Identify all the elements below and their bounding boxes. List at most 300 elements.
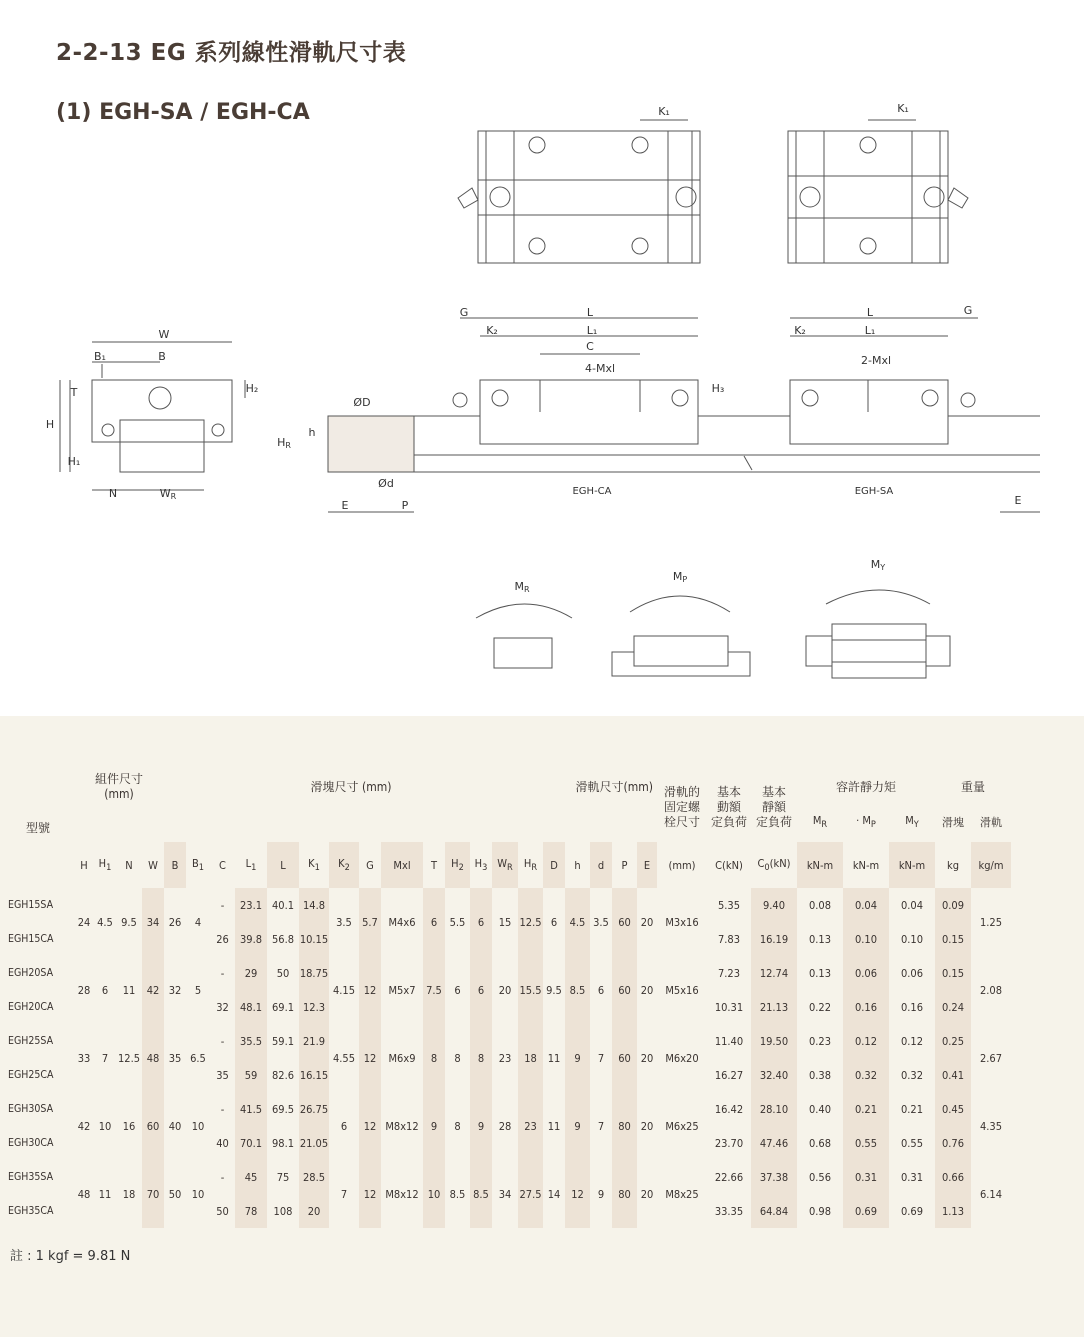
table-cell: 70.1 — [235, 1126, 267, 1160]
table-row — [6, 1024, 1011, 1058]
model-cell: EGH30SA — [8, 1103, 54, 1115]
table-cell: 8 — [470, 1024, 492, 1092]
table-cell: 19.50 — [751, 1024, 797, 1058]
table-cell: 15 — [498, 915, 512, 929]
table-cell: 0.04 — [843, 888, 889, 922]
table-cell: 48 — [142, 1024, 164, 1092]
svg-text:P: P — [401, 499, 409, 512]
table-cell: 10 — [98, 1119, 112, 1133]
table-cell: M6x9 — [388, 1051, 416, 1065]
svg-text:MY: MY — [870, 558, 886, 572]
table-cell: 28.5 — [299, 1160, 329, 1194]
table-cell: 0.98 — [808, 1204, 832, 1218]
weight-group-header: 重量 — [960, 779, 985, 794]
svg-text:4-Mxl: 4-Mxl — [584, 362, 616, 375]
table-cell: 18 — [518, 1024, 543, 1092]
moment-mp-label: · $M_P$ — [856, 813, 876, 831]
table-cell: 8.5 — [449, 1187, 466, 1201]
section-title: (1) EGH-SA / EGH-CA — [56, 100, 310, 125]
column-header: $W_R$ — [492, 842, 518, 888]
column-header: L — [267, 842, 299, 888]
column-header: $K_1$ — [308, 856, 320, 874]
table-cell: 0.22 — [808, 1000, 832, 1014]
table-cell: 22.66 — [714, 1170, 744, 1184]
table-cell: 4.5 — [97, 915, 113, 929]
svg-text:Ød: Ød — [378, 477, 394, 490]
table-cell: 0.12 — [900, 1034, 924, 1048]
table-cell: 11 — [122, 983, 136, 997]
table-cell: 5.35 — [717, 898, 741, 912]
table-cell: 4.35 — [979, 1119, 1003, 1133]
table-cell: M4x6 — [388, 915, 416, 929]
svg-text:EGH-SA: EGH-SA — [854, 486, 894, 497]
column-header: kN-m — [889, 842, 935, 888]
svg-text:L: L — [586, 306, 594, 319]
table-cell: 40 — [216, 1136, 229, 1150]
table-cell: 20 — [640, 915, 654, 929]
svg-text:B: B — [158, 350, 166, 363]
table-cell: 0.16 — [843, 990, 889, 1024]
table-cell: 0.55 — [843, 1126, 889, 1160]
table-cell: 7 — [597, 1051, 605, 1065]
table-cell: 12 — [565, 1160, 590, 1228]
column-header: B — [164, 842, 186, 888]
table-cell: 20 — [640, 1187, 654, 1201]
column-header: d — [590, 842, 612, 888]
column-header: $K_2$ — [329, 842, 359, 888]
svg-text:WR: WR — [159, 487, 177, 501]
table-cell: 23.1 — [235, 888, 267, 922]
column-header: H — [80, 858, 88, 872]
table-cell: 20 — [640, 1051, 654, 1065]
table-cell: 2.67 — [979, 1051, 1003, 1065]
table-cell: 6 — [470, 956, 492, 1024]
table-cell: - — [220, 1102, 225, 1116]
svg-text:K₁: K₁ — [897, 102, 909, 115]
table-cell: 5.5 — [449, 915, 466, 929]
svg-text:H: H — [45, 418, 55, 431]
table-cell: 10.31 — [714, 1000, 744, 1014]
table-cell: 11 — [547, 1119, 561, 1133]
block-group-header: 滑塊尺寸 (mm) — [310, 779, 392, 794]
table-cell: 35 — [168, 1051, 182, 1065]
table-cell: 1.13 — [935, 1194, 971, 1228]
table-cell: 69.5 — [271, 1102, 295, 1116]
column-header: W — [148, 858, 158, 872]
table-cell: M8x12 — [385, 1119, 419, 1133]
model-cell: EGH25CA — [8, 1069, 54, 1081]
table-cell: 21.13 — [751, 990, 797, 1024]
table-cell: 0.21 — [900, 1102, 924, 1116]
table-cell: 47.46 — [751, 1126, 797, 1160]
table-cell: 50 — [216, 1204, 229, 1218]
table-cell: 34 — [142, 888, 164, 956]
table-cell: 56.8 — [271, 932, 295, 946]
table-cell: 11 — [547, 1051, 561, 1065]
table-cell: 48.1 — [235, 990, 267, 1024]
table-cell: 4.5 — [565, 888, 590, 956]
table-cell: 28.10 — [751, 1092, 797, 1126]
table-cell: 9.5 — [121, 915, 137, 929]
table-cell: 0.15 — [935, 956, 971, 990]
table-cell: 0.08 — [808, 898, 832, 912]
table-cell: 70 — [142, 1160, 164, 1228]
table-cell: 10 — [423, 1160, 445, 1228]
spec-table — [6, 772, 1011, 1228]
table-cell: 4.15 — [332, 983, 356, 997]
table-cell: 12.3 — [299, 990, 329, 1024]
table-cell: M5x7 — [388, 983, 416, 997]
table-cell: - — [220, 1170, 225, 1184]
table-cell: 7 — [101, 1051, 109, 1065]
svg-text:H₁: H₁ — [67, 455, 81, 468]
table-cell: 8 — [454, 1119, 461, 1133]
table-cell: 14.8 — [299, 888, 329, 922]
front-view — [60, 342, 245, 490]
table-cell: 16.19 — [751, 922, 797, 956]
moment-my-label: $M_Y$ — [905, 813, 919, 831]
table-cell: 4 — [194, 915, 202, 929]
table-cell: 6 — [101, 983, 109, 997]
table-row — [6, 1160, 1011, 1194]
table-cell: 41.5 — [235, 1092, 267, 1126]
table-cell: 20 — [640, 1119, 654, 1133]
table-cell: 28 — [498, 1119, 512, 1133]
table-cell: 98.1 — [271, 1136, 295, 1150]
table-cell: 9 — [470, 1092, 492, 1160]
column-header: N — [125, 858, 133, 872]
svg-text:H₃: H₃ — [711, 382, 725, 395]
weight-block-label: 滑塊 — [942, 816, 964, 829]
top-view-ca — [458, 120, 700, 263]
table-cell: 15.5 — [518, 956, 543, 1024]
table-cell: 18 — [122, 1187, 136, 1201]
table-cell: 0.68 — [808, 1136, 832, 1150]
table-cell: 60 — [142, 1092, 164, 1160]
column-header: (mm) — [668, 858, 696, 872]
model-cell: EGH25SA — [8, 1035, 54, 1047]
table-cell: 9.40 — [751, 888, 797, 922]
table-cell: 0.09 — [935, 888, 971, 922]
static-load-header: 基本 靜額 定負荷 — [755, 784, 792, 829]
svg-text:K₂: K₂ — [794, 324, 806, 337]
table-cell: - — [220, 1034, 225, 1048]
table-cell: 35 — [216, 1068, 229, 1082]
svg-text:2-Mxl: 2-Mxl — [860, 354, 892, 367]
table-cell: 75 — [276, 1170, 290, 1184]
table-cell: 35.5 — [235, 1024, 267, 1058]
assembly-group-header: 組件尺寸 (mm) — [94, 772, 143, 801]
svg-text:h: h — [308, 426, 316, 439]
svg-text:T: T — [70, 386, 78, 399]
table-cell: 50 — [276, 966, 290, 980]
svg-text:L: L — [866, 306, 874, 319]
svg-text:G: G — [963, 304, 973, 317]
table-cell: M8x12 — [385, 1187, 419, 1201]
table-cell: 10 — [191, 1187, 205, 1201]
table-cell: 60 — [612, 1024, 637, 1092]
table-cell: 40.1 — [271, 898, 295, 912]
table-cell: 8.5 — [565, 956, 590, 1024]
table-cell: 80 — [612, 1160, 637, 1228]
table-cell: 0.12 — [843, 1024, 889, 1058]
table-cell: 26 — [168, 915, 182, 929]
table-cell: 29 — [235, 956, 267, 990]
footnote: 註 : 1 kgf = 9.81 N — [10, 1249, 131, 1264]
svg-text:W: W — [158, 328, 170, 341]
svg-text:E: E — [1014, 494, 1022, 507]
moment-mr-label: $M_R$ — [812, 813, 828, 831]
table-cell: 0.25 — [935, 1024, 971, 1058]
table-cell: 0.41 — [935, 1058, 971, 1092]
table-cell: 11.40 — [714, 1034, 744, 1048]
table-cell: 11 — [98, 1187, 112, 1201]
table-cell: 32.40 — [751, 1058, 797, 1092]
table-cell: 59 — [235, 1058, 267, 1092]
svg-text:E: E — [341, 499, 349, 512]
table-cell: 6 — [597, 983, 605, 997]
top-view-sa — [788, 120, 968, 263]
table-cell: 34 — [498, 1187, 512, 1201]
table-cell: 6 — [454, 983, 461, 997]
table-cell: 33.35 — [714, 1204, 744, 1218]
table-cell: 0.69 — [900, 1204, 924, 1218]
table-cell: 9 — [423, 1092, 445, 1160]
table-cell: 37.38 — [751, 1160, 797, 1194]
table-cell: 8 — [423, 1024, 445, 1092]
table-cell: 33 — [77, 1051, 91, 1065]
table-cell: 0.24 — [935, 990, 971, 1024]
column-header: P — [621, 858, 628, 872]
rail-group-header: 滑軌尺寸(mm) — [575, 779, 653, 794]
table-cell: 60 — [612, 956, 637, 1024]
table-cell: M6x20 — [665, 1051, 699, 1065]
table-cell: 0.13 — [808, 966, 832, 980]
table-cell: 108 — [273, 1204, 293, 1218]
table-cell: 20 — [299, 1194, 329, 1228]
table-cell: 0.31 — [900, 1170, 924, 1184]
table-cell: 0.45 — [935, 1092, 971, 1126]
table-cell: 4.55 — [332, 1051, 356, 1065]
table-cell: 0.32 — [900, 1068, 924, 1082]
table-cell: 0.76 — [935, 1126, 971, 1160]
svg-text:EGH-CA: EGH-CA — [572, 486, 612, 497]
table-cell: 0.38 — [808, 1068, 832, 1082]
table-cell: 10.15 — [299, 922, 329, 956]
model-cell: EGH15SA — [8, 899, 54, 911]
table-cell: 27.5 — [518, 1160, 543, 1228]
table-cell: 69.1 — [271, 1000, 295, 1014]
svg-text:HR: HR — [277, 436, 291, 450]
svg-text:K₂: K₂ — [486, 324, 498, 337]
table-cell: 7 — [597, 1119, 605, 1133]
svg-text:K₁: K₁ — [658, 105, 670, 118]
table-cell: 28 — [77, 983, 91, 997]
table-cell: 23 — [518, 1092, 543, 1160]
table-cell: 0.31 — [843, 1160, 889, 1194]
column-header: $L_1$ — [245, 856, 257, 874]
table-cell: 6 — [550, 915, 558, 929]
table-cell: 24 — [77, 915, 91, 929]
table-cell: 12.74 — [751, 956, 797, 990]
column-header: kg/m — [971, 842, 1011, 888]
table-cell: 64.84 — [751, 1194, 797, 1228]
table-cell: 9 — [565, 1024, 590, 1092]
svg-text:L₁: L₁ — [864, 324, 876, 337]
table-cell: 23.70 — [714, 1136, 744, 1150]
side-view — [328, 318, 1040, 512]
table-cell: 9 — [565, 1092, 590, 1160]
table-cell: 21.05 — [299, 1126, 329, 1160]
table-cell: 6.5 — [190, 1051, 206, 1065]
table-cell: 0.56 — [808, 1170, 832, 1184]
table-cell: 9.5 — [546, 983, 562, 997]
column-header: kN-m — [797, 842, 843, 888]
table-cell: 0.40 — [808, 1102, 832, 1116]
svg-text:L₁: L₁ — [586, 324, 598, 337]
table-cell: 42 — [142, 956, 164, 1024]
table-cell: M6x25 — [665, 1119, 699, 1133]
table-cell: 3.5 — [336, 915, 352, 929]
table-cell: 20 — [640, 983, 654, 997]
column-header: G — [366, 858, 374, 872]
column-header: $H_3$ — [474, 856, 488, 874]
table-row — [6, 888, 1011, 922]
table-cell: 6 — [423, 888, 445, 956]
table-cell: 23 — [498, 1051, 512, 1065]
model-cell: EGH20SA — [8, 967, 54, 979]
table-cell: 0.55 — [900, 1136, 924, 1150]
table-cell: 0.16 — [900, 1000, 924, 1014]
table-cell: 78 — [235, 1194, 267, 1228]
column-header: D — [543, 842, 565, 888]
table-cell: 40 — [168, 1119, 182, 1133]
table-cell: 39.8 — [235, 922, 267, 956]
table-cell: 6.14 — [979, 1187, 1003, 1201]
table-cell: 7 — [340, 1187, 348, 1201]
table-cell: 0.23 — [808, 1034, 832, 1048]
table-cell: 0.66 — [935, 1160, 971, 1194]
column-header: C(kN) — [715, 858, 743, 872]
table-cell: 0.32 — [843, 1058, 889, 1092]
table-cell: 2.08 — [979, 983, 1003, 997]
column-header: kN-m — [852, 858, 880, 872]
table-cell: 10 — [191, 1119, 205, 1133]
table-cell: 0.06 — [843, 956, 889, 990]
table-cell: 5 — [194, 983, 202, 997]
moment-group-header: 容許靜力矩 — [835, 779, 896, 794]
table-cell: 8.5 — [470, 1160, 492, 1228]
column-header: kg — [946, 858, 959, 872]
table-cell: 20 — [498, 983, 512, 997]
svg-text:ØD: ØD — [353, 396, 371, 409]
column-header: C — [219, 858, 226, 872]
table-cell: 45 — [235, 1160, 267, 1194]
table-cell: 0.10 — [843, 922, 889, 956]
table-cell: 12 — [359, 956, 381, 1024]
svg-text:MP: MP — [672, 570, 688, 584]
svg-text:N: N — [108, 487, 118, 500]
model-cell: EGH35CA — [8, 1205, 54, 1217]
column-header: h — [574, 858, 581, 872]
model-header: 型號 — [26, 821, 51, 835]
svg-text:C: C — [586, 340, 594, 353]
table-row — [6, 956, 1011, 990]
table-cell: 8 — [454, 1051, 461, 1065]
table-cell: 60 — [612, 888, 637, 956]
svg-text:H₂: H₂ — [245, 382, 259, 395]
column-header: $H_2$ — [445, 842, 470, 888]
table-cell: 12.5 — [117, 1051, 141, 1065]
table-cell: 0.15 — [935, 922, 971, 956]
table-cell: 6 — [340, 1119, 348, 1133]
table-cell: 21.9 — [299, 1024, 329, 1058]
table-cell: 5.7 — [359, 888, 381, 956]
table-cell: 12.5 — [518, 888, 543, 956]
table-cell: 0.10 — [900, 932, 924, 946]
table-cell: 7.5 — [423, 956, 445, 1024]
table-cell: 16.15 — [299, 1058, 329, 1092]
model-cell: EGH15CA — [8, 933, 54, 945]
weight-rail-label: 滑軌 — [980, 816, 1002, 829]
table-cell: 50 — [168, 1187, 182, 1201]
table-cell: 6 — [470, 888, 492, 956]
table-cell: 0.69 — [843, 1194, 889, 1228]
table-cell: 16.42 — [714, 1102, 744, 1116]
table-cell: 1.25 — [979, 915, 1003, 929]
model-cell: EGH35SA — [8, 1171, 54, 1183]
column-header: $C_0(kN)$ — [757, 856, 791, 874]
column-header: E — [637, 842, 657, 888]
table-cell: 0.21 — [843, 1092, 889, 1126]
table-cell: 59.1 — [271, 1034, 295, 1048]
table-cell: 26.75 — [299, 1092, 329, 1126]
bolt-group-header: 滑軌的 固定螺 栓尺寸 — [663, 784, 700, 829]
table-cell: 9 — [597, 1187, 605, 1201]
table-cell: 0.13 — [808, 932, 832, 946]
table-cell: 0.04 — [900, 898, 924, 912]
table-cell: 80 — [612, 1092, 637, 1160]
table-row — [6, 1092, 1011, 1126]
svg-text:G: G — [459, 306, 469, 319]
moment-icons — [476, 590, 950, 678]
column-header: Mxl — [381, 842, 423, 888]
table-cell: M3x16 — [665, 915, 699, 929]
svg-text:B₁: B₁ — [94, 350, 106, 363]
model-cell: EGH20CA — [8, 1001, 54, 1013]
table-cell: 12 — [359, 1092, 381, 1160]
column-header: T — [430, 858, 438, 872]
table-cell: 7.23 — [717, 966, 741, 980]
table-cell: 32 — [216, 1000, 229, 1014]
table-cell: M8x25 — [665, 1187, 699, 1201]
table-cell: 0.06 — [900, 966, 924, 980]
table-cell: 16 — [122, 1119, 136, 1133]
table-cell: - — [220, 898, 225, 912]
table-cell: 14 — [547, 1187, 561, 1201]
table-cell: 42 — [77, 1119, 91, 1133]
svg-text:MR: MR — [514, 580, 530, 594]
table-cell: 26 — [216, 932, 229, 946]
table-cell: 82.6 — [271, 1068, 295, 1082]
table-cell: 12 — [359, 1160, 381, 1228]
table-cell: 3.5 — [593, 915, 609, 929]
table-cell: M5x16 — [665, 983, 699, 997]
column-header: $B_1$ — [191, 856, 205, 874]
table-cell: 32 — [168, 983, 182, 997]
dynamic-load-header: 基本 動額 定負荷 — [710, 784, 747, 829]
table-cell: 7.83 — [717, 932, 741, 946]
